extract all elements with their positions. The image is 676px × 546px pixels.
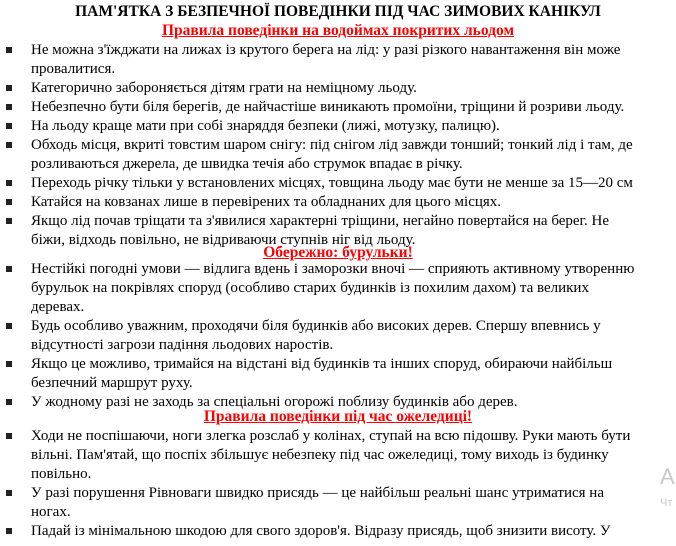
list-item <box>0 174 676 193</box>
list-item <box>0 117 676 136</box>
list-item <box>0 193 676 212</box>
list-item <box>0 355 676 393</box>
list-item-text: Переходь річку тільки у встановлених місцях, товщина льоду має бути не менше за 15—20 см <box>31 175 633 191</box>
list-item-text: ногах. <box>31 504 71 520</box>
list-item-text: Якщо це можливо, тримайся на відстані від будинків та інших споруд, обираючи найбільш <box>31 356 613 372</box>
list-item-text: Категорично забороняється дітям грати на неміцному льоду. <box>31 80 417 96</box>
list-item <box>0 427 676 484</box>
list-item <box>0 522 676 541</box>
list-item <box>0 41 676 79</box>
list-item-text: біжи, відходь повільно, не відриваючи ступнів ніг від льоду. <box>31 232 416 248</box>
list-item <box>0 260 676 317</box>
list-item-text: розливаються джерела, де швидка течія або струмок впадає в річку. <box>31 156 463 172</box>
black-ice-rules-list <box>0 427 676 541</box>
bullet-square-icon <box>6 142 12 148</box>
list-item-text: безпечний маршрут руху. <box>31 375 193 391</box>
section-heading-black-ice: Правила поведінки під час ожеледиці! <box>203 408 473 425</box>
list-item-text: повільно. <box>31 466 92 482</box>
list-item <box>0 317 676 355</box>
ice-rules-list <box>0 41 676 250</box>
bullet-square-icon <box>6 399 12 405</box>
icicle-rules-list <box>0 260 676 412</box>
list-item-text: Якщо лід почав тріщати та з'явилися характерні тріщини, негайно повертайся на берег. Не <box>31 213 610 229</box>
bullet-square-icon <box>6 433 12 439</box>
activation-watermark-sub: Чт <box>660 497 673 509</box>
bullet-square-icon <box>6 218 12 224</box>
list-item-text: Не можна з'їжджати на лижах із крутого берега на лід: у разі різкого навантаження він може <box>31 42 621 58</box>
list-item-text: У жодному разі не заходь за спеціальні огорожі поблизу будинків або дерев. <box>31 394 518 410</box>
list-item <box>0 484 676 522</box>
list-item-text: На льоду краще мати при собі знаряддя безпеки (лижі, мотузку, палицю). <box>31 118 500 134</box>
bullet-square-icon <box>6 490 12 496</box>
list-item-text: Падай із мінімальною шкодою для свого здоров'я. Відразу присядь, щоб знизити висоту. У <box>31 523 611 539</box>
section-heading-icicles: Обережно: бурульки! <box>263 244 413 261</box>
bullet-square-icon <box>6 323 12 329</box>
list-item-text: У разі порушення Рівноваги швидко присядь — це найбільш реальні шанс утриматися на <box>31 485 604 501</box>
list-item-text: Ходи не поспішаючи, ноги злегка розслаб у колінах, ступай на всю підошву. Руки мають бути <box>31 428 631 444</box>
list-item-text: відсутності загрози падіння льодових наростів. <box>31 337 334 353</box>
list-item-text: вільні. Пам'ятай, що поспіх збільшує небезпеку під час ожеледиці, тому виходь із будинку <box>31 447 609 463</box>
bullet-square-icon <box>6 85 12 91</box>
list-item <box>0 79 676 98</box>
bullet-square-icon <box>6 199 12 205</box>
list-item <box>0 98 676 117</box>
list-item <box>0 136 676 174</box>
activation-watermark: A <box>660 464 675 489</box>
list-item-text: Нестійкі погодні умови — відлига вдень і заморозки вночі — сприяють активному утворенню <box>31 261 635 277</box>
bullet-square-icon <box>6 47 12 53</box>
list-item-text: Катайся на ковзанах лише в перевірених та обладнаних для цього місцях. <box>31 194 502 210</box>
bullet-square-icon <box>6 180 12 186</box>
bullet-square-icon <box>6 104 12 110</box>
list-item-text: деревах. <box>31 299 85 315</box>
list-item-text: провалитися. <box>31 61 116 77</box>
list-item-text: Обходь місця, вкриті товстим шаром снігу: під снігом лід завжди тонший; тонкий лід і там, де <box>31 137 633 153</box>
bullet-square-icon <box>6 528 12 534</box>
document-title: ПАМ'ЯТКА З БЕЗПЕЧНОЇ ПОВЕДІНКИ ПІД ЧАС ЗИМОВИХ КАНІКУЛ <box>75 3 601 20</box>
list-item-text: Будь особливо уважним, проходячи біля будинків або високих дерев. Спершу впевнись у <box>31 318 601 334</box>
list-item-text: Небезпечно бути біля берегів, де найчастіше виникають промоїни, тріщини й розриви льоду. <box>31 99 625 115</box>
bullet-square-icon <box>6 266 12 272</box>
bullet-square-icon <box>6 361 12 367</box>
section-heading-ice: Правила поведінки на водоймах покритих льодом <box>161 22 515 39</box>
list-item-text: бурульок на покрівлях споруд (особливо старих будинків із похилим дахом) та великих <box>31 280 589 296</box>
bullet-square-icon <box>6 123 12 129</box>
